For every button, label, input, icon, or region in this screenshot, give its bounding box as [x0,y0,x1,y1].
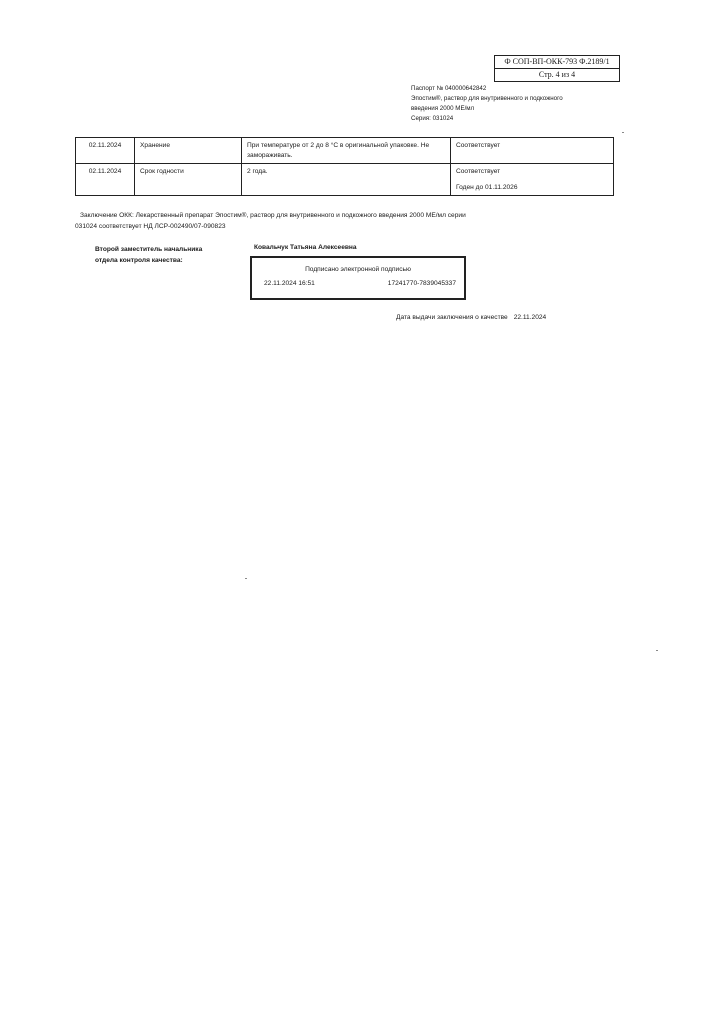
scan-speck [245,578,247,579]
conclusion-line-1: Заключение ОКК: Лекарственный препарат Эпостим®, раствор для внутривенного и подкожного введения 2000 МЕ/мл серии [80,212,466,219]
test-name: Срок годности [135,164,242,196]
signer-title-line-1: Второй заместитель начальника [95,246,203,253]
test-result-text: Соответствует [456,168,501,175]
page-number: Стр. 4 из 4 [538,70,576,79]
esign-certificate: 17241770-7839045337 [387,280,456,287]
passport-number: Паспорт № 040000642842 [411,85,487,92]
test-requirement: При температуре от 2 до 8 °C в оригинальной упаковке. Не замораживать. [242,138,451,164]
product-name: Эпостим®, раствор для внутривенного и подкожного [411,95,563,102]
issue-date-line [396,314,546,321]
issue-date-label: Дата выдачи заключения о качестве [396,314,508,321]
signer-name: Ковальчук Татьяна Алексеевна [254,244,357,251]
electronic-signature-stamp [250,256,466,300]
signer-title [95,244,235,266]
signer-title-line-2: отдела контроля качества: [95,257,183,264]
product-name-cont: введения 2000 МЕ/мл [411,105,475,112]
conclusion-line-2: 031024 соответствует НД ЛСР-002490/07-090823 [75,223,226,230]
test-result-text: Соответствует [456,142,501,149]
test-requirement: 2 года. [242,164,451,196]
test-result [451,138,614,164]
test-date: 02.11.2024 [76,138,135,164]
issue-date: 22.11.2024 [513,314,547,321]
expiry-date: Годен до 01.11.2026 [456,184,518,191]
table-row [76,138,614,164]
test-date: 02.11.2024 [76,164,135,196]
test-results-table [75,137,614,196]
esign-caption: Подписано электронной подписью [305,266,411,273]
qc-conclusion [75,210,595,232]
form-code: Ф СОП-ВП-ОКК-793 Ф.2189/1 [495,56,619,69]
form-code-box [494,55,620,82]
scan-speck [622,132,624,133]
test-name: Хранение [135,138,242,164]
esign-datetime: 22.11.2024 16:51 [264,280,315,287]
test-result [451,164,614,196]
batch-number: Серия: 031024 [411,115,454,122]
scan-speck [656,650,658,651]
passport-header [411,84,591,124]
table-row [76,164,614,196]
